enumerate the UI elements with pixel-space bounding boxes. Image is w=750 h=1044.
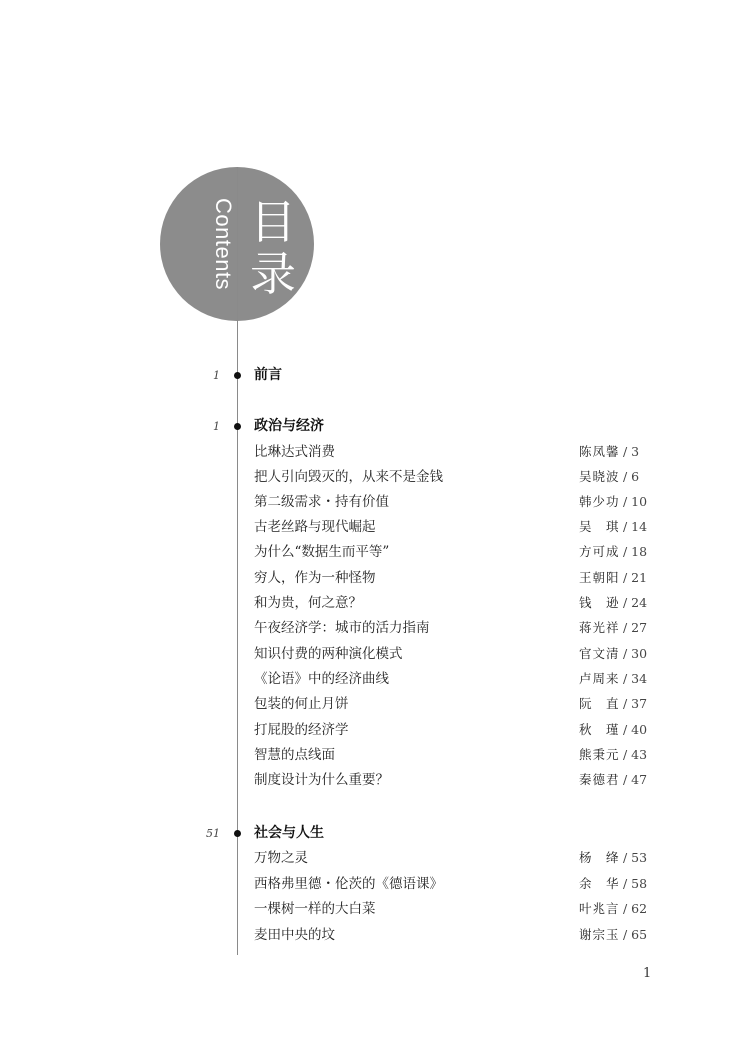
entry-title: 穷人，作为一种怪物	[254, 570, 376, 586]
entry-author: 杨 绛	[579, 850, 620, 865]
entry-title: 比琳达式消费	[254, 444, 335, 460]
section-page-number: 1	[213, 369, 220, 382]
toc-entry[interactable]	[254, 847, 654, 869]
toc-entry[interactable]	[254, 924, 654, 946]
entry-page: / 40	[623, 722, 648, 737]
entry-page: / 10	[623, 494, 648, 509]
toc-entry[interactable]	[254, 567, 654, 589]
entry-page: / 3	[623, 444, 640, 459]
toc-entry[interactable]	[254, 873, 654, 895]
entry-title: 一棵树一样的大白菜	[254, 901, 376, 917]
toc-entry[interactable]	[254, 441, 654, 463]
entry-title: 午夜经济学：城市的活力指南	[254, 620, 430, 636]
toc-section-preface[interactable]	[0, 364, 750, 386]
entry-title: 智慧的点线面	[254, 747, 335, 763]
title-char: 目	[250, 195, 296, 249]
toc-section-politics-economy[interactable]	[0, 415, 750, 437]
entry-page: / 18	[623, 544, 648, 559]
toc-entry[interactable]	[254, 491, 654, 513]
bullet-dot	[234, 423, 241, 430]
entry-page: / 53	[623, 850, 648, 865]
section-page-number: 51	[206, 827, 220, 840]
entry-title: 知识付费的两种演化模式	[254, 646, 403, 662]
entry-author: 熊秉元	[579, 747, 620, 762]
entry-author: 方可成	[579, 544, 620, 559]
toc-entry[interactable]	[254, 769, 654, 791]
section-title: 政治与经济	[254, 418, 324, 434]
entry-page: / 27	[623, 620, 648, 635]
entry-author: 秦德君	[579, 772, 620, 787]
entry-title: 和为贵，何之意？	[254, 595, 362, 611]
entry-page: / 6	[623, 469, 640, 484]
entry-title: 为什么“数据生而平等”	[254, 544, 390, 560]
entry-title: 《论语》中的经济曲线	[254, 671, 389, 687]
toc-entry[interactable]	[254, 693, 654, 715]
toc-entry[interactable]	[254, 592, 654, 614]
toc-entry[interactable]	[254, 898, 654, 920]
entry-page: / 30	[623, 646, 648, 661]
entry-author: 官文清	[579, 646, 620, 661]
entry-page: / 14	[623, 519, 648, 534]
section-page-number: 1	[213, 420, 220, 433]
entry-author: 蒋光祥	[579, 620, 620, 635]
toc-section-society-life[interactable]	[0, 822, 750, 844]
toc-entry[interactable]	[254, 617, 654, 639]
page-title	[248, 196, 298, 300]
toc-entry[interactable]	[254, 466, 654, 488]
entry-title: 万物之灵	[254, 850, 308, 866]
entry-title: 把人引向毁灭的，从来不是金钱	[254, 469, 443, 485]
section-title: 前言	[254, 367, 282, 383]
entry-page: / 43	[623, 747, 648, 762]
entry-page: / 24	[623, 595, 648, 610]
toc-entry[interactable]	[254, 719, 654, 741]
entry-author: 吴 琪	[579, 519, 620, 534]
toc-entry[interactable]	[254, 516, 654, 538]
entry-title: 古老丝路与现代崛起	[254, 519, 376, 535]
entry-author: 余 华	[579, 876, 620, 891]
toc-entry[interactable]	[254, 668, 654, 690]
bullet-dot	[234, 372, 241, 379]
entry-title: 制度设计为什么重要？	[254, 772, 389, 788]
toc-entry[interactable]	[254, 744, 654, 766]
entry-author: 阮 直	[579, 696, 620, 711]
entry-author: 卢周来	[579, 671, 620, 686]
entry-author: 吴晓波	[579, 469, 620, 484]
entry-author: 秋 瑾	[579, 722, 620, 737]
entry-page: / 58	[623, 876, 648, 891]
entry-page: / 62	[623, 901, 648, 916]
entry-author: 陈凤馨	[579, 444, 620, 459]
toc-entry[interactable]	[254, 643, 654, 665]
entry-page: / 37	[623, 696, 648, 711]
contents-subtitle: Contents	[211, 198, 236, 291]
entry-page: / 21	[623, 570, 648, 585]
entry-author: 谢宗玉	[579, 927, 620, 942]
entry-author: 王朝阳	[579, 570, 620, 585]
entry-title: 麦田中央的坟	[254, 927, 335, 943]
entry-page: / 47	[623, 772, 648, 787]
title-char: 录	[250, 247, 296, 301]
entry-page: / 65	[623, 927, 648, 942]
bullet-dot	[234, 830, 241, 837]
section-title: 社会与人生	[254, 825, 324, 841]
entry-title: 打屁股的经济学	[254, 722, 349, 738]
entry-author: 叶兆言	[579, 901, 620, 916]
entry-author: 钱 逊	[579, 595, 620, 610]
entry-title: 第二级需求・持有价值	[254, 494, 389, 510]
entry-title: 西格弗里德・伦茨的《德语课》	[254, 876, 443, 892]
entry-page: / 34	[623, 671, 648, 686]
page-number: 1	[643, 966, 652, 981]
toc-entry[interactable]	[254, 541, 654, 563]
entry-author: 韩少功	[579, 494, 620, 509]
entry-title: 包装的何止月饼	[254, 696, 349, 712]
